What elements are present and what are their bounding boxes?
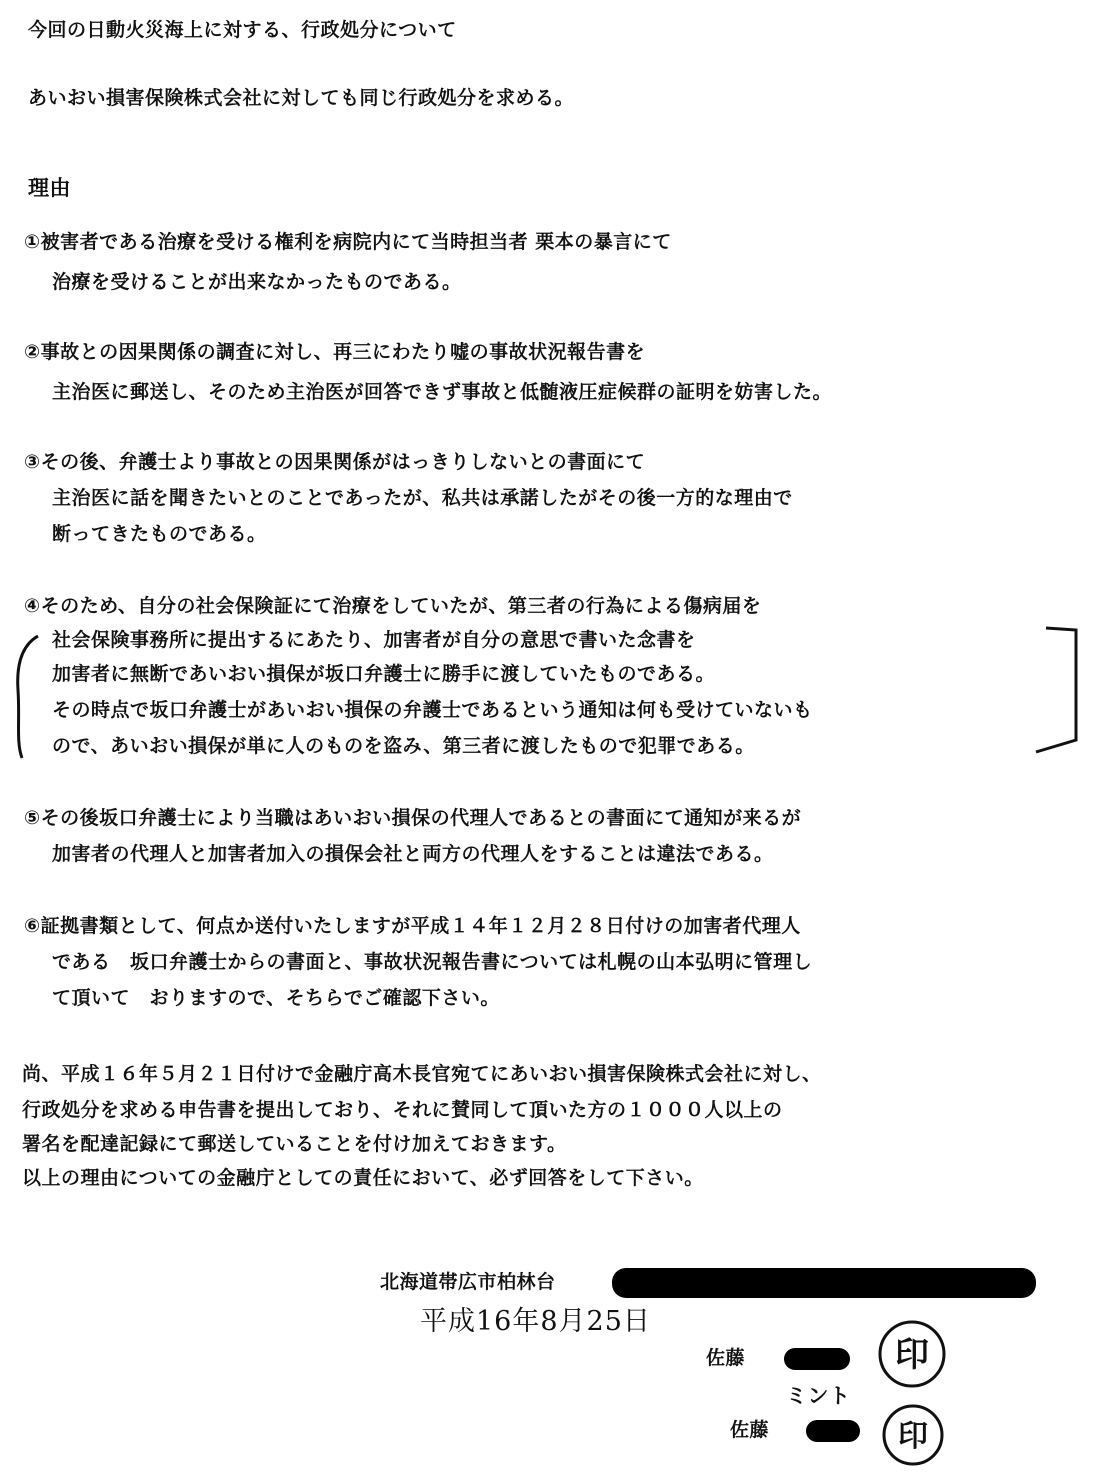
request-statement: あいおい損害保険株式会社に対しても同じ行政処分を求める。	[28, 87, 575, 109]
reason-line: 社会保険事務所に提出するにあたり、加害者が自分の意思で書いた念書を	[52, 629, 696, 651]
closing-line: 署名を配達記録にて郵送していることを付け加えておきます。	[22, 1133, 567, 1155]
name-redaction-1	[784, 1348, 850, 1370]
seal-1-text: 印	[895, 1335, 929, 1375]
reason-line: ⑤その後坂口弁護士により当職はあいおい損保の代理人であるとの書面にて通知が来るが	[24, 807, 802, 829]
reason-line: ①被害者である治療を受ける権利を病院内にて当時担当者 栗本の暴言にて	[24, 231, 672, 253]
reason-line: 治療を受けることが出来なかったものである。	[52, 271, 462, 293]
signer-note: ミント	[786, 1384, 851, 1408]
reason-line: て頂いて おりますので、そちらでご確認下さい。	[52, 987, 500, 1009]
reason-line: 主治医に話を聞きたいとのことであったが、私共は承諾したがその後一方的な理由で	[52, 487, 793, 509]
hanko-seal-icon	[876, 1318, 948, 1390]
reason-line: ④そのため、自分の社会保険証にて治療をしていたが、第三者の行為による傷病届を	[24, 595, 762, 617]
sender-address: 北海道帯広市柏林台	[380, 1271, 556, 1293]
closing-line: 以上の理由についての金融庁としての責任において、必ず回答をして下さい。	[22, 1167, 704, 1189]
signature-date: 平成16年8月25日	[420, 1306, 651, 1337]
document-title: 今回の日動火災海上に対する、行政処分について	[28, 19, 457, 41]
closing-line: 尚、平成１６年５月２１日付けで金融庁高木長官宛てにあいおい損害保険株式会社に対し、	[22, 1063, 822, 1085]
reason-line: ので、あいおい損保が単に人のものを盗み、第三者に渡したもので犯罪である。	[52, 735, 755, 757]
reason-line: 加害者の代理人と加害者加入の損保会社と両方の代理人をすることは違法である。	[52, 843, 774, 865]
handwritten-right-bracket	[1026, 622, 1086, 767]
signer-1-surname: 佐藤	[706, 1347, 746, 1369]
reason-line: ⑥証拠書類として、何点か送付いたしますが平成１４年１２月２８日付けの加害者代理人	[24, 915, 801, 937]
reason-line: である 坂口弁護士からの書面と、事故状況報告書については札幌の山本弘明に管理し	[52, 951, 813, 973]
hanko-seal-icon	[880, 1402, 946, 1468]
reason-line: その時点で坂口弁護士があいおい損保の弁護士であるという通知は何も受けていないも	[52, 699, 813, 721]
reasons-heading: 理由	[28, 176, 71, 200]
address-redaction	[612, 1268, 1036, 1298]
signer-2-surname: 佐藤	[730, 1419, 770, 1441]
closing-line: 行政処分を求める申告書を提出しており、それに賛同して頂いた方の１０００人以上の	[22, 1099, 783, 1121]
reason-line: 加害者に無断であいおい損保が坂口弁護士に勝手に渡していたものである。	[52, 663, 716, 685]
reason-line: ③その後、弁護士より事故との因果関係がはっきりしないとの書面にて	[24, 451, 646, 473]
handwritten-left-bracket	[6, 630, 46, 765]
reason-line: 主治医に郵送し、そのため主治医が回答できず事故と低髄液圧症候群の証明を妨害した。	[52, 381, 833, 403]
reason-line: ②事故との因果関係の調査に対し、再三にわたり嘘の事故状況報告書を	[24, 341, 646, 363]
reason-line: 断ってきたものである。	[52, 523, 267, 545]
name-redaction-2	[806, 1420, 860, 1442]
seal-2-text: 印	[898, 1419, 928, 1454]
